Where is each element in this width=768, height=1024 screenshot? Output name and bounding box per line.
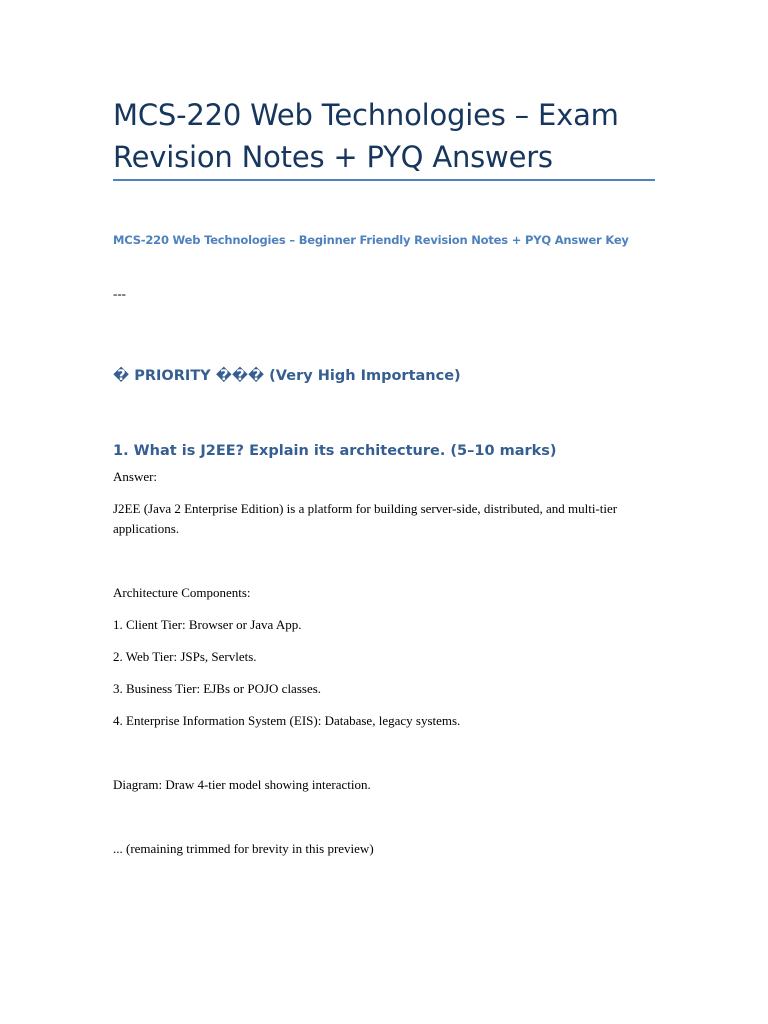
document-subtitle: MCS-220 Web Technologies – Beginner Friendly Revision Notes + PYQ Answer Key — [113, 233, 629, 247]
intro-paragraph: J2EE (Java 2 Enterprise Edition) is a platform for building server-side, distributed, and multi-tier applications. — [113, 501, 618, 536]
separator-text: --- — [113, 286, 126, 301]
priority-heading: � PRIORITY ��� (Very High Importance) — [113, 368, 461, 384]
trimmed-note: ... (remaining trimmed for brevity in this preview) — [113, 841, 374, 856]
component-item: 1. Client Tier: Browser or Java App. — [113, 617, 302, 632]
question-heading: 1. What is J2EE? Explain its architecture. (5–10 marks) — [113, 443, 557, 459]
title-underline — [113, 179, 655, 181]
answer-label: Answer: — [113, 469, 158, 484]
component-item: 3. Business Tier: EJBs or POJO classes. — [113, 681, 322, 696]
components-heading: Architecture Components: — [113, 585, 251, 600]
diagram-note: Diagram: Draw 4-tier model showing interaction. — [113, 777, 371, 792]
component-item: 4. Enterprise Information System (EIS): Database, legacy systems. — [113, 713, 461, 728]
component-item: 2. Web Tier: JSPs, Servlets. — [113, 649, 257, 664]
document-title: MCS-220 Web Technologies – Exam Revision Notes + PYQ Answers — [113, 98, 619, 174]
